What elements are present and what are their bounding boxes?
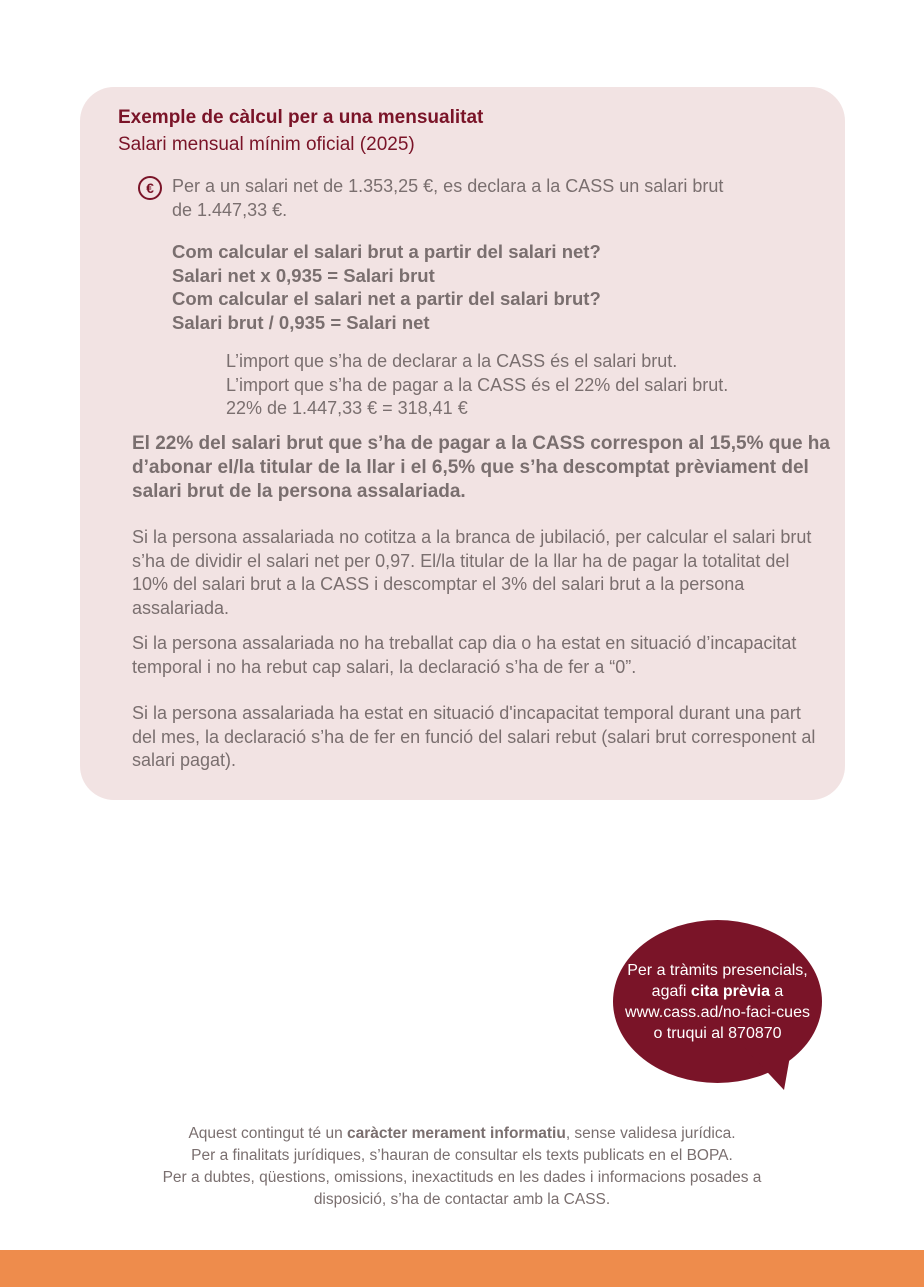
speech-bubble-text [613, 960, 822, 1044]
formula-question-net: Com calcular el salari net a partir del salari brut? [172, 288, 601, 309]
disclaimer-footer [100, 1123, 824, 1211]
example-text [172, 174, 792, 222]
contribution-split-paragraph: El 22% del salari brut que s’ha de pagar a la CASS correspon al 15,5% que ha d’abonar el/la titular de la llar i el 6,5% que s’ha descomptat prèviament del salari brut de la persona assalariada. [132, 433, 830, 502]
bubble-text-prefix: agafi [651, 983, 691, 1000]
example-line: de 1.447,33 €. [172, 200, 288, 220]
import-line: L’import que s’ha de pagar a la CASS és el 22% del salari brut. [226, 374, 729, 395]
formula-question-brut: Com calcular el salari brut a partir del salari net? [172, 241, 601, 262]
footer-line [100, 1123, 824, 1145]
no-work-paragraph: Si la persona assalariada no ha treballat cap dia o ha estat en situació d’incapacitat temporal i no ha rebut cap salari, la declaració s’ha de fer a “0”. [132, 633, 797, 677]
partial-incapacity-paragraph: Si la persona assalariada ha estat en situació d'incapacitat temporal durant una part del mes, la declaració s’ha de fer en funció del salari rebut (salari brut corresponent al salari pagat). [132, 703, 816, 770]
bubble-line: Per a tràmits presencials, [627, 962, 808, 979]
example-card [80, 87, 845, 800]
example-line: Per a un salari net de 1.353,25 €, es declara a la CASS un salari brut [172, 176, 724, 196]
footer-line: Per a dubtes, qüestions, omissions, inexactituds en les dades i informacions posades a [162, 1169, 762, 1186]
cita-previa-text: cita prèvia [690, 983, 770, 1000]
import-line: L’import que s’ha de declarar a la CASS és el salari brut. [226, 351, 678, 371]
import-block [226, 350, 816, 421]
import-line: 22% de 1.447,33 € = 318,41 € [226, 398, 468, 418]
bubble-text-suffix: a [769, 983, 784, 1000]
footer-text: , sense validesa jurídica. [565, 1125, 736, 1142]
bubble-url[interactable]: www.cass.ad/no-faci-cues [625, 1004, 810, 1021]
bubble-line [613, 981, 822, 1002]
speech-bubble-tail [742, 1045, 802, 1090]
euro-icon: € [138, 176, 162, 200]
formula-brut: Salari net x 0,935 = Salari brut [172, 264, 435, 286]
footer-line: Per a finalitats jurídiques, s’hauran de consultar els texts publicats en el BOPA. [191, 1147, 733, 1164]
footer-line: disposició, s’ha de contactar amb la CASS. [313, 1191, 611, 1208]
formula-block [172, 240, 792, 334]
footer-text: Aquest contingut té un [188, 1125, 347, 1142]
formula-net: Salari brut / 0,935 = Salari net [172, 311, 430, 333]
bottom-color-bar [0, 1250, 924, 1287]
card-title: Exemple de càlcul per a una mensualitat [118, 107, 484, 128]
card-subtitle: Salari mensual mínim oficial (2025) [118, 134, 415, 155]
no-retirement-paragraph: Si la persona assalariada no cotitza a la branca de jubilació, per calcular el salari brut s’ha de dividir el salari net per 0,97. El/la titular de la llar ha de pagar la totalitat del 10% del salari brut a la CASS i descomptar el 3% del salari brut a la persona assalariada. [132, 527, 812, 618]
footer-bold-text: caràcter merament informatiu [347, 1125, 566, 1142]
bubble-phone: o truqui al 870870 [653, 1025, 782, 1042]
